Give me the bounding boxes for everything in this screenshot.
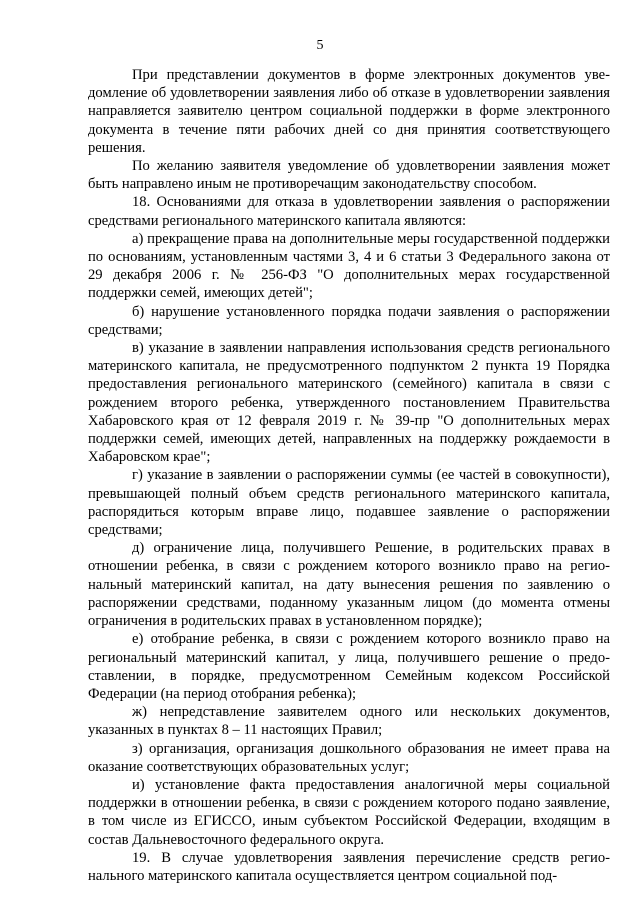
paragraph-18-g: г) указание в заявлении о распоряжении суммы (ее частей в совокупности), превышающей полный объем средств регионального материнского капитала, распорядиться которым вправе лицо, подавшее заявление о распоряжении средствами; [88, 467, 610, 539]
paragraph-alternative-delivery: По желанию заявителя уведомление об удовлетворении заявления может быть направлено иным не противоречащим законодательству способом. [88, 158, 610, 193]
paragraph-18-refusal-grounds: 18. Основаниями для отказа в удовлетворении заявления о распоряжении средствами регионального материнского капитала являются: [88, 194, 610, 229]
page-number: 5 [316, 38, 324, 53]
paragraph-18-v: в) указание в заявлении направления использования средств регионального материнского капитала, не предусмотренного подпунктом 2 пункта 19 Порядка предоставления регионального материнского (семейного) капитала в связи с рождением второго ребенка, утвержденного постановлением Правительства Хабаровского края от 12 февраля 2019 г. № 39-пр "О дополнительных мерах поддержки семей, имеющих детей, направленных на поддержку рождаемости в Хабаровском крае"; [88, 340, 610, 466]
paragraph-18-d: д) ограничение лица, получившего Решение, в родительских правах в отношении ребенка, в связи с рождением которого возникло право на региональный материнский капитал, на дату вынесения решения по заявлению о распоряжении средствами, поданному указанным лицом (до момента отмены ограничения в родительских правах в установленном порядке); [88, 540, 610, 630]
paragraph-19: 19. В случае удовлетворения заявления перечисление средств регионального материнского капитала осуществляется центром социальной под- [88, 849, 610, 884]
paragraph-18-z: з) организация, организация дошкольного образования не имеет права на оказание соответствующих образовательных услуг; [88, 740, 610, 775]
paragraph-18-i: и) установление факта предоставления аналогичной меры социальной поддержки в отношении ребенка, в связи с рождением которого подано заявление, в том числе из ЕГИССО, иным субъектом Российской Федерации, входящим в состав Дальневосточного федерального округа. [88, 776, 610, 848]
paragraph-18-e: е) отобрание ребенка, в связи с рождением которого возникло право на региональный материнский капитал, у лица, получившего решение о предоставлении, в порядке, предусмотренном Семейным кодексом Российской Федерации (на период отобрания ребенка); [88, 631, 610, 702]
document-body [88, 66, 610, 885]
paragraph-18-b: б) нарушение установленного порядка подачи заявления о распоряжении средствами; [88, 303, 610, 338]
paragraph-18-zh: ж) непредставление заявителем одного или нескольких документов, указанных в пунктах 8 – 11 настоящих Правил; [88, 704, 610, 739]
paragraph-electronic-notification: При представлении документов в форме электронных документов уведомление об удовлетворении заявления либо об отказе в удовлетворении заявления направляется заявителю центром социальной поддержки в форме электронного документа в течение пяти рабочих дней со дня принятия соответствующего решения. [88, 67, 610, 156]
paragraph-18-a: а) прекращение права на дополнительные меры государственной поддержки по основаниям, установленным частями 3, 4 и 6 статьи 3 Федерального закона от 29 декабря 2006 г. № 256-ФЗ "О дополнительных мерах государственной поддержки семей, имеющих детей"; [88, 230, 610, 302]
